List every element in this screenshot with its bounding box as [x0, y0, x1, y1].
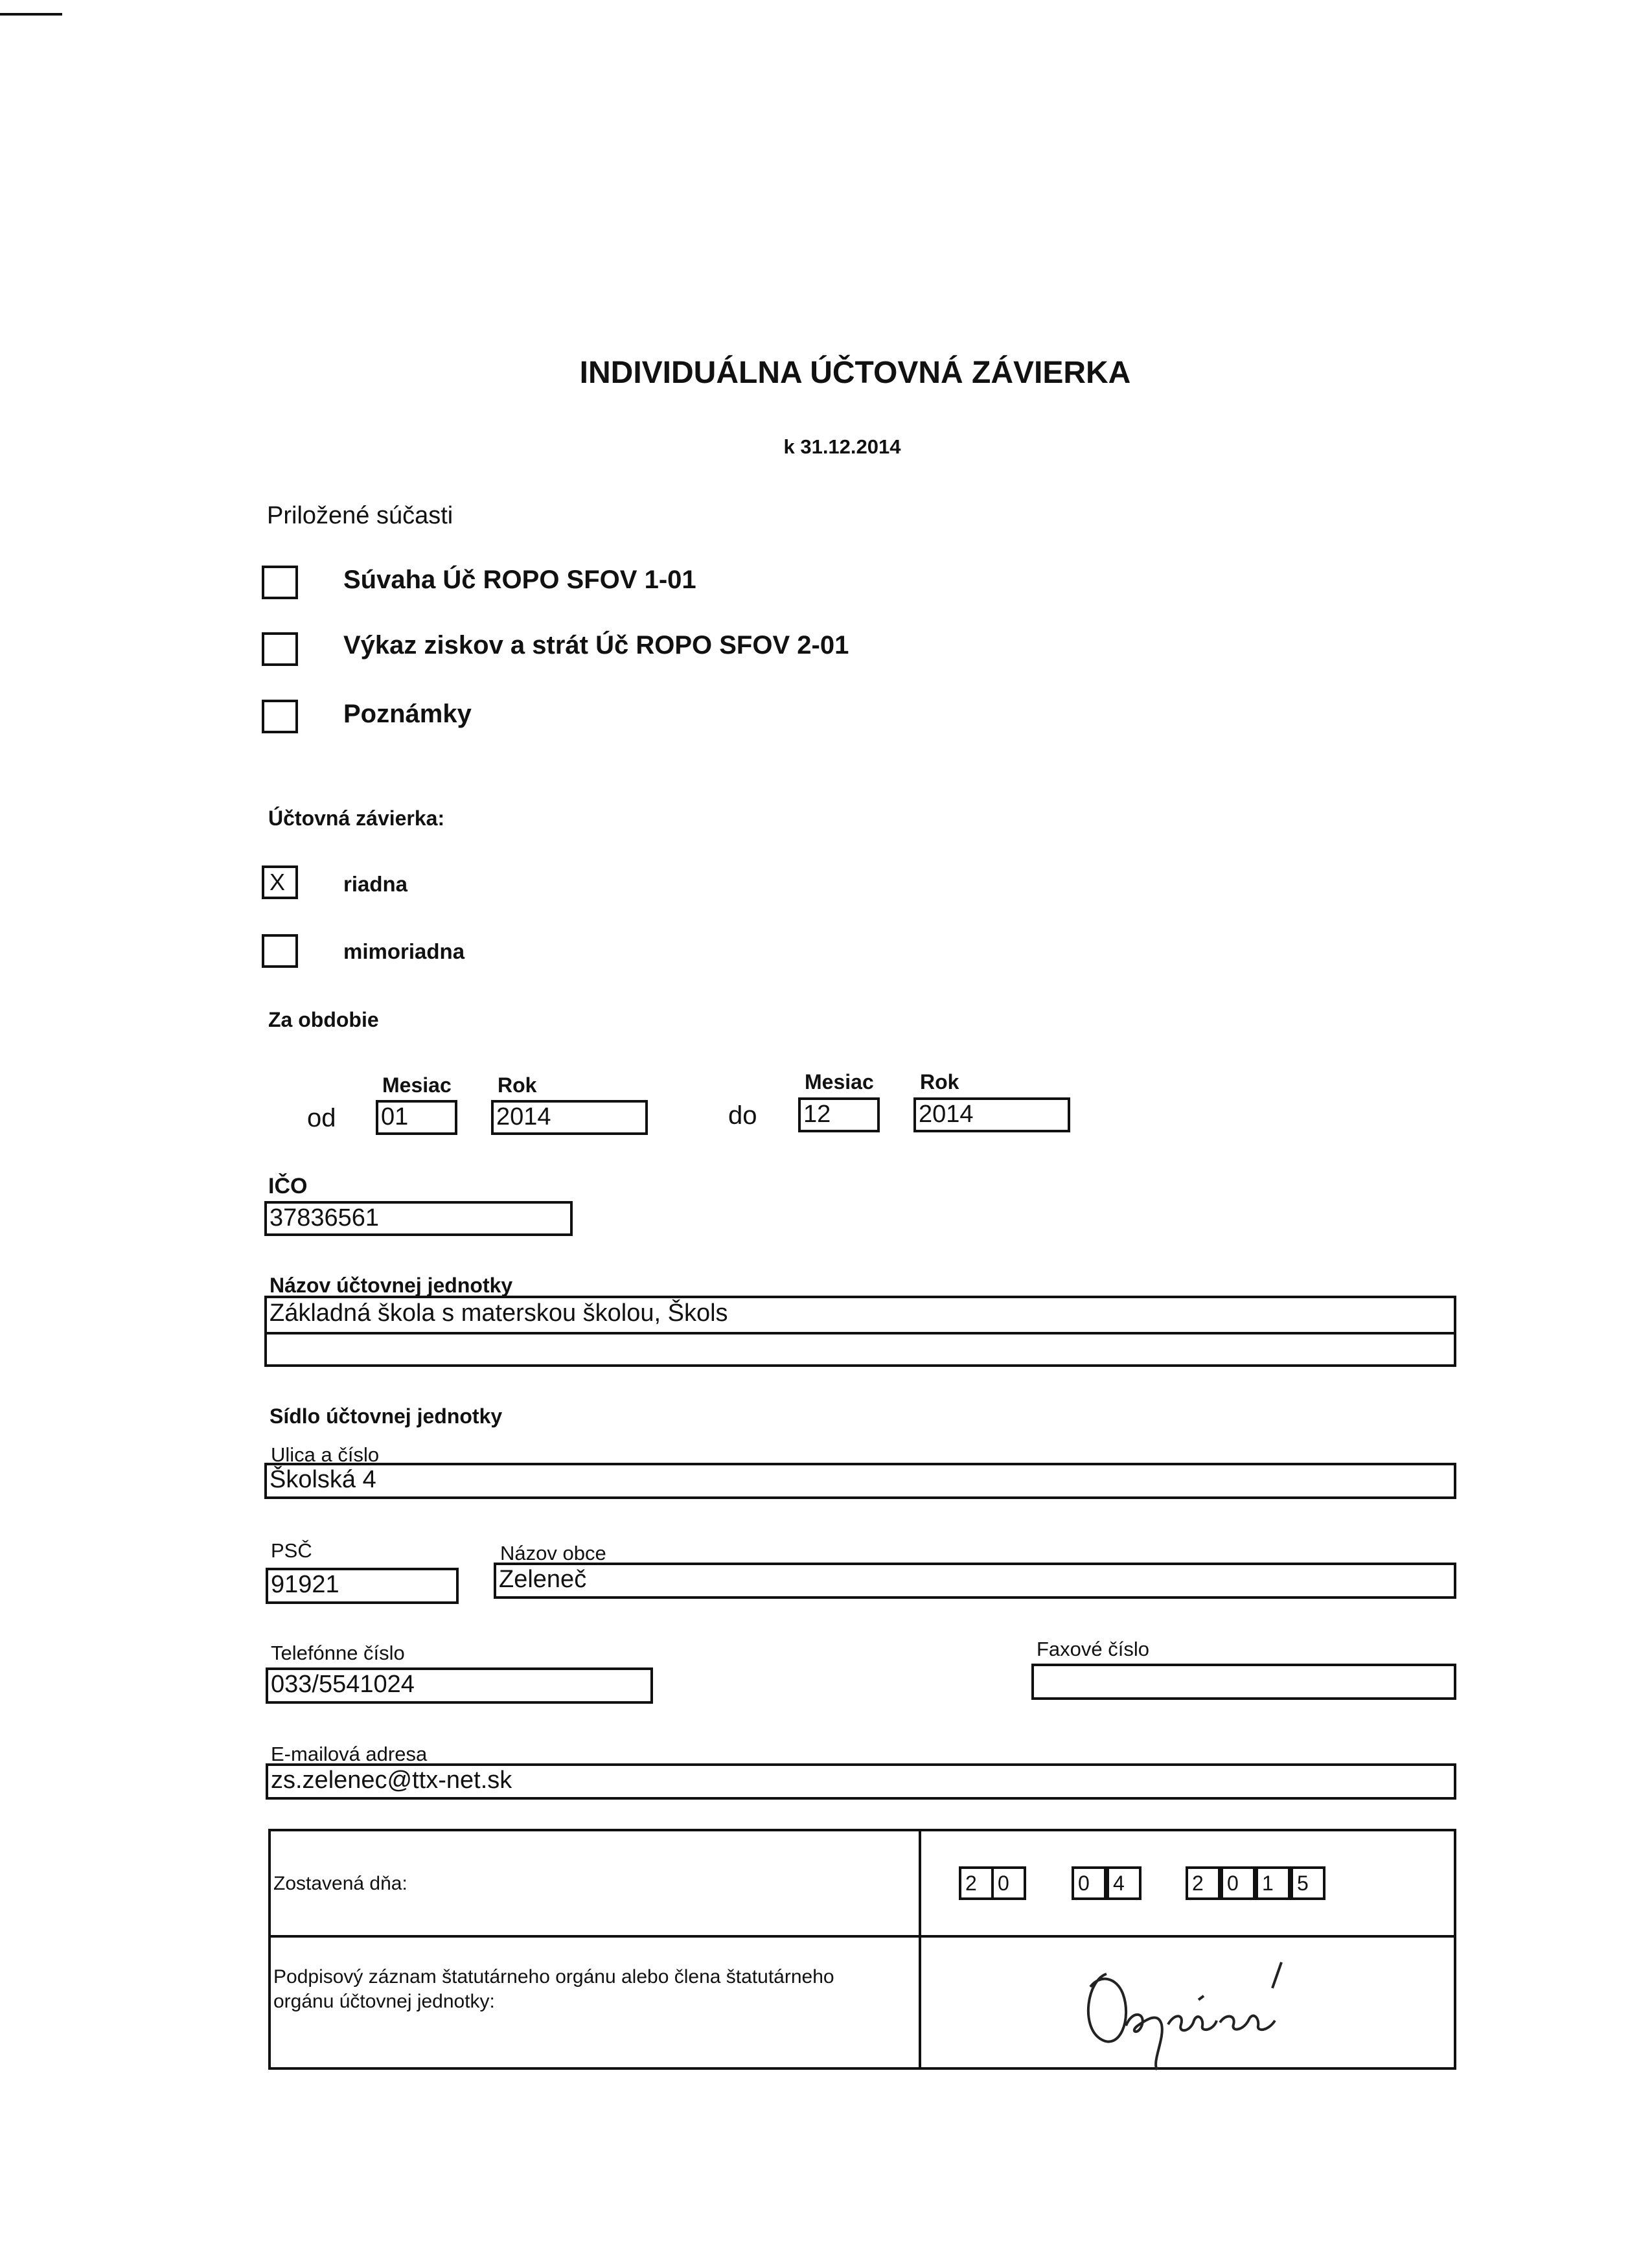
entity-name-line1[interactable]: Základná škola s materskou školou, Škols [267, 1298, 1454, 1334]
compiled-month-digit-1[interactable]: 0 [1072, 1866, 1107, 1900]
compiled-month-digit-2[interactable]: 4 [1107, 1866, 1141, 1900]
regular-checkbox[interactable]: X [262, 865, 298, 899]
closing-date: k 31.12.2014 [783, 435, 901, 458]
to-year-field[interactable]: 2014 [913, 1097, 1070, 1132]
regular-label: riadna [343, 872, 408, 896]
to-year-label: Rok [920, 1070, 959, 1094]
seat-label: Sídlo účtovnej jednotky [270, 1404, 503, 1428]
from-month-label: Mesiac [382, 1073, 452, 1097]
to-month-label: Mesiac [805, 1070, 874, 1094]
entity-name-label: Názov účtovnej jednotky [270, 1274, 513, 1297]
attachment-checkbox-income-statement[interactable] [262, 632, 298, 666]
from-year-field[interactable]: 2014 [491, 1100, 648, 1135]
city-label: Názov obce [500, 1542, 606, 1564]
corner-mark [0, 13, 62, 16]
attachments-label: Priložené súčasti [267, 502, 453, 529]
street-field[interactable]: Školská 4 [264, 1463, 1456, 1499]
statement-type-label: Účtovná závierka: [268, 807, 445, 830]
compiled-day-digit-2[interactable]: 0 [991, 1866, 1026, 1900]
signature-table [268, 1829, 1456, 2070]
ico-field[interactable]: 37836561 [264, 1201, 573, 1236]
to-label: do [728, 1101, 757, 1130]
compiled-year-digit-4[interactable]: 5 [1291, 1866, 1325, 1900]
fax-field[interactable] [1031, 1664, 1456, 1700]
to-month-field[interactable]: 12 [798, 1097, 880, 1132]
entity-name-line2[interactable] [267, 1334, 1454, 1367]
extraordinary-label: mimoriadna [343, 939, 465, 963]
compiled-year-digit-3[interactable]: 1 [1256, 1866, 1291, 1900]
table-horizontal-divider [271, 1935, 1454, 1938]
from-label: od [307, 1104, 336, 1132]
document-title: INDIVIDUÁLNA ÚČTOVNÁ ZÁVIERKA [579, 356, 1131, 390]
ico-label: IČO [268, 1174, 308, 1198]
city-field[interactable]: Zeleneč [494, 1563, 1456, 1599]
entity-name-field[interactable] [264, 1296, 1456, 1367]
period-label: Za obdobie [268, 1008, 379, 1031]
attachment-label-balance-sheet: Súvaha Úč ROPO SFOV 1-01 [343, 566, 696, 594]
street-label: Ulica a číslo [271, 1443, 380, 1466]
email-label: E-mailová adresa [271, 1743, 428, 1765]
fax-label: Faxové číslo [1037, 1638, 1150, 1660]
attachment-checkbox-notes[interactable] [262, 700, 298, 733]
table-vertical-divider [919, 1831, 921, 2067]
from-year-label: Rok [498, 1073, 537, 1097]
signature-record-label: Podpisový záznam štatutárneho orgánu alebo člena štatutárneho orgánu účtovnej jednotky: [273, 1966, 834, 2012]
from-month-field[interactable]: 01 [376, 1100, 457, 1135]
handwritten-signature [1061, 1948, 1346, 2071]
attachment-label-income-statement: Výkaz ziskov a strát Úč ROPO SFOV 2-01 [343, 631, 849, 659]
extraordinary-checkbox[interactable] [262, 934, 298, 968]
attachment-checkbox-balance-sheet[interactable] [262, 566, 298, 599]
compiled-year-digit-2[interactable]: 0 [1221, 1866, 1256, 1900]
compiled-day-digit-1[interactable]: 2 [959, 1866, 994, 1900]
zip-field[interactable]: 91921 [266, 1568, 459, 1604]
compiled-date-label: Zostavená dňa: [273, 1873, 407, 1894]
email-field[interactable]: zs.zelenec@ttx-net.sk [266, 1763, 1456, 1800]
phone-field[interactable]: 033/5541024 [266, 1667, 653, 1704]
zip-label: PSČ [271, 1539, 312, 1562]
attachment-label-notes: Poznámky [343, 700, 472, 728]
compiled-year-digit-1[interactable]: 2 [1186, 1866, 1221, 1900]
phone-label: Telefónne číslo [271, 1642, 405, 1664]
